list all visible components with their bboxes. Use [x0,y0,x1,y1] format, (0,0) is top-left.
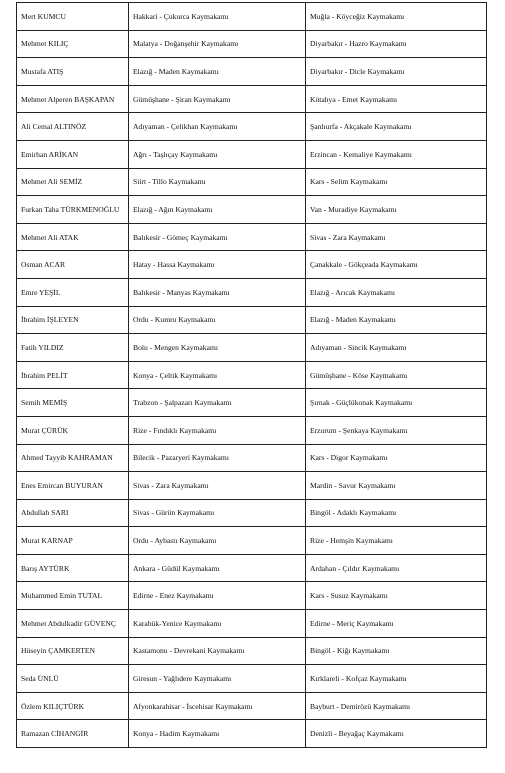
table-row [17,361,487,389]
name-cell: Mehmet Alperen BAŞKAPAN [17,85,129,113]
table-row [17,306,487,334]
name-cell: Mehmet Ali SEMİZ [17,168,129,196]
new-post-cell: Kars - Susuz Kaymakamı [306,582,487,610]
table-row [17,389,487,417]
table-row [17,334,487,362]
appointment-table [16,2,487,748]
name-cell: Murat KARNAP [17,527,129,555]
new-post-cell: Kırklareli - Kofçaz Kaymakamı [306,665,487,693]
new-post-cell: Muğla - Köyceğiz Kaymakamı [306,3,487,31]
current-post-cell: Kastamonu - Devrekani Kaymakamı [129,637,306,665]
name-cell: Mehmet KILIÇ [17,30,129,58]
new-post-cell: Denizli - Beyağaç Kaymakamı [306,720,487,748]
name-cell: Seda ÜNLÜ [17,665,129,693]
table-body [17,3,487,748]
current-post-cell: Ordu - Aybastı Kaymakamı [129,527,306,555]
new-post-cell: Şanlıurfa - Akçakale Kaymakamı [306,113,487,141]
current-post-cell: Karabük-Yenice Kaymakamı [129,610,306,638]
current-post-cell: Balıkesir - Manyas Kaymakamı [129,278,306,306]
name-cell: Mert KUMCU [17,3,129,31]
name-cell: Hüseyin ÇAMKERTEN [17,637,129,665]
new-post-cell: Kars - Digor Kaymakamı [306,444,487,472]
table-row [17,85,487,113]
table-row [17,444,487,472]
name-cell: Mustafa ATIŞ [17,58,129,86]
current-post-cell: Hakkari - Çukurca Kaymakamı [129,3,306,31]
new-post-cell: Diyarbakır - Dicle Kaymakamı [306,58,487,86]
table-row [17,278,487,306]
name-cell: Furkan Taha TÜRKMENOĞLU [17,196,129,224]
new-post-cell: Erzurum - Şenkaya Kaymakamı [306,416,487,444]
new-post-cell: Van - Muradiye Kaymakamı [306,196,487,224]
current-post-cell: Bilecik - Pazaryeri Kaymakamı [129,444,306,472]
current-post-cell: Konya - Çeltik Kaymakamı [129,361,306,389]
new-post-cell: Gümüşhane - Köse Kaymakamı [306,361,487,389]
name-cell: Barış AYTÜRK [17,554,129,582]
current-post-cell: Edirne - Enez Kaymakamı [129,582,306,610]
new-post-cell: Edirne - Meriç Kaymakamı [306,610,487,638]
current-post-cell: Hatay - Hassa Kaymakamı [129,251,306,279]
new-post-cell: Mardin - Savur Kaymakamı [306,472,487,500]
current-post-cell: Sivas - Gürün Kaymakamı [129,499,306,527]
table-row [17,692,487,720]
new-post-cell: Şırnak - Güçlükonak Kaymakamı [306,389,487,417]
current-post-cell: Gümüşhane - Şiran Kaymakamı [129,85,306,113]
name-cell: Emirhan ARİKAN [17,140,129,168]
name-cell: Ali Cemal ALTINÖZ [17,113,129,141]
new-post-cell: Bingöl - Kiğı Kaymakamı [306,637,487,665]
new-post-cell: Bingöl - Adaklı Kaymakamı [306,499,487,527]
name-cell: Mehmet Abdulkadir GÜVENÇ [17,610,129,638]
table-row [17,472,487,500]
current-post-cell: Adıyaman - Çelikhan Kaymakamı [129,113,306,141]
name-cell: Mehmet Ali ATAK [17,223,129,251]
table-row [17,554,487,582]
name-cell: Fatih YILDIZ [17,334,129,362]
table-row [17,527,487,555]
table-row [17,223,487,251]
current-post-cell: Giresun - Yağlıdere Kaymakamı [129,665,306,693]
name-cell: Muhammed Emin TUTAL [17,582,129,610]
new-post-cell: Çanakkale - Gökçeada Kaymakamı [306,251,487,279]
name-cell: Özlem KILIÇTÜRK [17,692,129,720]
table-row [17,196,487,224]
new-post-cell: Bayburt - Demirözü Kaymakamı [306,692,487,720]
new-post-cell: Elazığ - Arıcak Kaymakamı [306,278,487,306]
new-post-cell: Adıyaman - Sincik Kaymakamı [306,334,487,362]
name-cell: İbrahim PELİT [17,361,129,389]
current-post-cell: Rize - Fındıklı Kaymakamı [129,416,306,444]
table-row [17,58,487,86]
new-post-cell: Kütahya - Emet Kaymakamı [306,85,487,113]
current-post-cell: Ordu - Kumru Kaymakamı [129,306,306,334]
name-cell: Osman ACAR [17,251,129,279]
name-cell: Enes Emircan BUYURAN [17,472,129,500]
table-row [17,3,487,31]
current-post-cell: Elazığ - Ağın Kaymakamı [129,196,306,224]
name-cell: Semih MEMİŞ [17,389,129,417]
table-row [17,168,487,196]
current-post-cell: Malatya - Doğanşehir Kaymakamı [129,30,306,58]
table-row [17,720,487,748]
table-row [17,140,487,168]
table-row [17,499,487,527]
new-post-cell: Kars - Selim Kaymakamı [306,168,487,196]
table-row [17,251,487,279]
table-row [17,416,487,444]
current-post-cell: Sivas - Zara Kaymakamı [129,472,306,500]
current-post-cell: Afyonkarahisar - İscehisar Kaymakamı [129,692,306,720]
current-post-cell: Ankara - Güdül Kaymakamı [129,554,306,582]
name-cell: İbrahim İŞLEYEN [17,306,129,334]
table-row [17,113,487,141]
name-cell: Emre YEŞİL [17,278,129,306]
current-post-cell: Ağrı - Taşlıçay Kaymakamı [129,140,306,168]
new-post-cell: Elazığ - Maden Kaymakamı [306,306,487,334]
table-row [17,665,487,693]
name-cell: Abdullah SARI [17,499,129,527]
current-post-cell: Bolu - Mengen Kaymakamı [129,334,306,362]
new-post-cell: Rize - Hemşin Kaymakamı [306,527,487,555]
current-post-cell: Balıkesir - Gömeç Kaymakamı [129,223,306,251]
current-post-cell: Konya - Hadim Kaymakamı [129,720,306,748]
current-post-cell: Siirt - Tillo Kaymakamı [129,168,306,196]
current-post-cell: Trabzon - Şalpazarı Kaymakamı [129,389,306,417]
new-post-cell: Erzincan - Kemaliye Kaymakamı [306,140,487,168]
table-row [17,610,487,638]
name-cell: Ramazan CİHANGİR [17,720,129,748]
new-post-cell: Diyarbakır - Hazro Kaymakamı [306,30,487,58]
table-row [17,582,487,610]
current-post-cell: Elazığ - Maden Kaymakamı [129,58,306,86]
table-row [17,637,487,665]
name-cell: Ahmed Tayyib KAHRAMAN [17,444,129,472]
table-row [17,30,487,58]
new-post-cell: Ardahan - Çıldır Kaymakamı [306,554,487,582]
new-post-cell: Sivas - Zara Kaymakamı [306,223,487,251]
name-cell: Murat ÇÜRÜK [17,416,129,444]
